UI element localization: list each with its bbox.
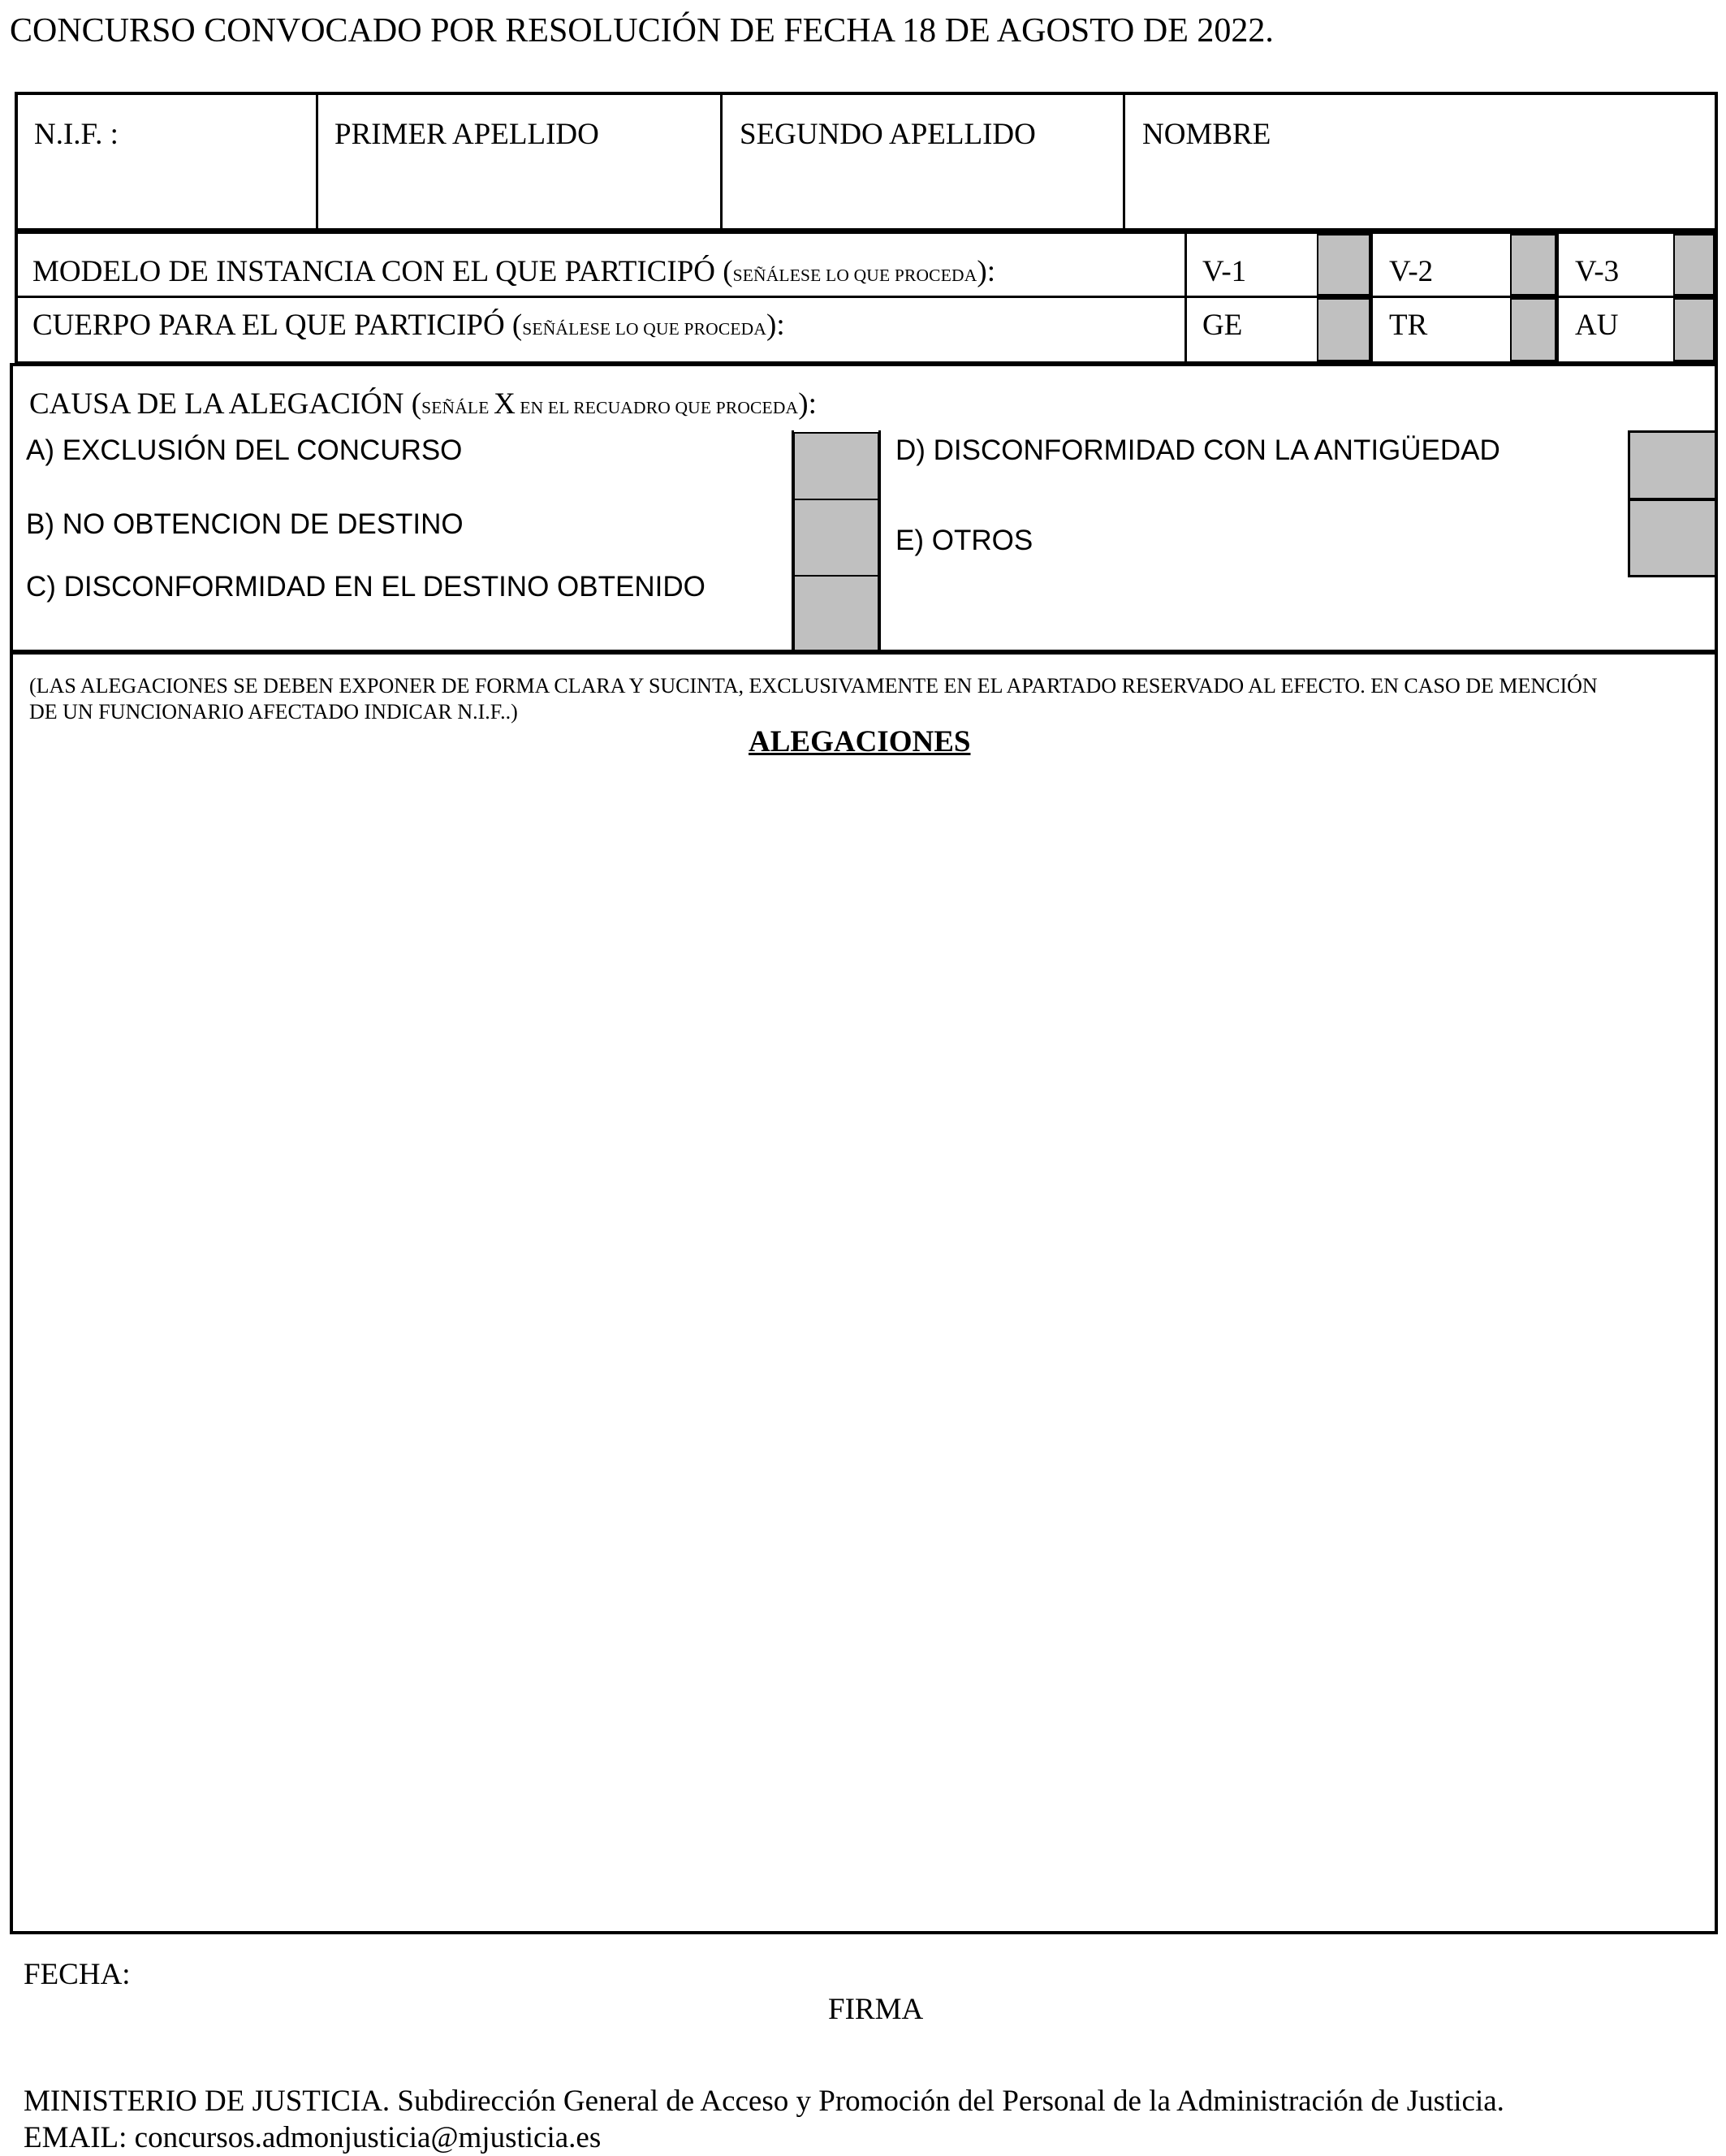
page-title: CONCURSO CONVOCADO POR RESOLUCIÓN DE FECHA 18 DE AGOSTO DE 2022.	[10, 12, 1274, 50]
nif-label: N.I.F. :	[34, 118, 119, 151]
option-d-label: D) DISCONFORMIDAD CON LA ANTIGÜEDAD	[895, 434, 1500, 466]
divider	[1556, 231, 1559, 365]
firma-field[interactable]	[731, 1949, 1055, 2038]
fecha-field[interactable]	[138, 1953, 544, 1994]
option-a-label: A) EXCLUSIÓN DEL CONCURSO	[26, 434, 463, 466]
divider	[1123, 92, 1125, 231]
modelo-instancia-label: MODELO DE INSTANCIA CON EL QUE PARTICIPÓ (SEÑÁLESE LO QUE PROCEDA):	[32, 255, 995, 288]
alegaciones-title: ALEGACIONES	[749, 725, 971, 758]
checkbox-b[interactable]	[793, 499, 879, 577]
option-au-label: AU	[1575, 309, 1619, 342]
alegaciones-text-area[interactable]	[16, 771, 1711, 1929]
checkbox-ge[interactable]	[1317, 298, 1370, 361]
option-v2-label: V-2	[1389, 255, 1434, 288]
causa-label: CAUSA DE LA ALEGACIÓN (SEÑÁLE X EN EL RECUADRO QUE PROCEDA):	[29, 387, 817, 421]
divider	[1370, 231, 1373, 365]
checkbox-a[interactable]	[793, 432, 879, 500]
firma-label: FIRMA	[828, 1993, 924, 2026]
checkbox-c[interactable]	[793, 575, 879, 651]
cuerpo-label: CUERPO PARA EL QUE PARTICIPÓ (SEÑÁLESE LO QUE PROCEDA):	[32, 309, 785, 342]
email-line: EMAIL: concursos.admonjusticia@mjusticia.es	[24, 2121, 602, 2154]
primer-apellido-label: PRIMER APELLIDO	[334, 118, 599, 151]
divider	[15, 296, 1718, 298]
ministry-line: MINISTERIO DE JUSTICIA. Subdirección General de Acceso y Promoción del Personal de la Administración de Justicia.	[24, 2085, 1504, 2118]
alegaciones-instructions: (LAS ALEGACIONES SE DEBEN EXPONER DE FORMA CLARA Y SUCINTA, EXCLUSIVAMENTE EN EL APARTADO RESERVADO AL EFECTO. EN CASO DE MENCIÓN	[29, 674, 1598, 698]
option-ge-label: GE	[1202, 309, 1243, 342]
checkbox-v1[interactable]	[1317, 234, 1370, 296]
nombre-label: NOMBRE	[1142, 118, 1271, 151]
segundo-apellido-label: SEGUNDO APELLIDO	[740, 118, 1036, 151]
checkbox-d[interactable]	[1628, 430, 1717, 500]
checkbox-v3[interactable]	[1673, 234, 1715, 296]
segundo-apellido-field[interactable]	[723, 95, 1121, 228]
option-v3-label: V-3	[1575, 255, 1620, 288]
alegaciones-instructions: DE UN FUNCIONARIO AFECTADO INDICAR N.I.F..)	[29, 700, 518, 724]
divider	[720, 92, 723, 231]
checkbox-tr[interactable]	[1510, 298, 1556, 361]
divider	[1184, 231, 1187, 365]
option-c-label: C) DISCONFORMIDAD EN EL DESTINO OBTENIDO	[26, 571, 706, 603]
option-v1-label: V-1	[1202, 255, 1247, 288]
nif-field[interactable]	[18, 95, 314, 228]
primer-apellido-field[interactable]	[319, 95, 718, 228]
divider	[316, 92, 318, 231]
checkbox-au[interactable]	[1673, 298, 1715, 361]
fecha-label: FECHA:	[24, 1958, 131, 1991]
checkbox-v2[interactable]	[1510, 234, 1556, 296]
nombre-field[interactable]	[1126, 95, 1715, 228]
checkbox-e[interactable]	[1628, 499, 1717, 577]
option-e-label: E) OTROS	[895, 525, 1033, 556]
option-tr-label: TR	[1389, 309, 1428, 342]
option-b-label: B) NO OBTENCION DE DESTINO	[26, 508, 464, 540]
